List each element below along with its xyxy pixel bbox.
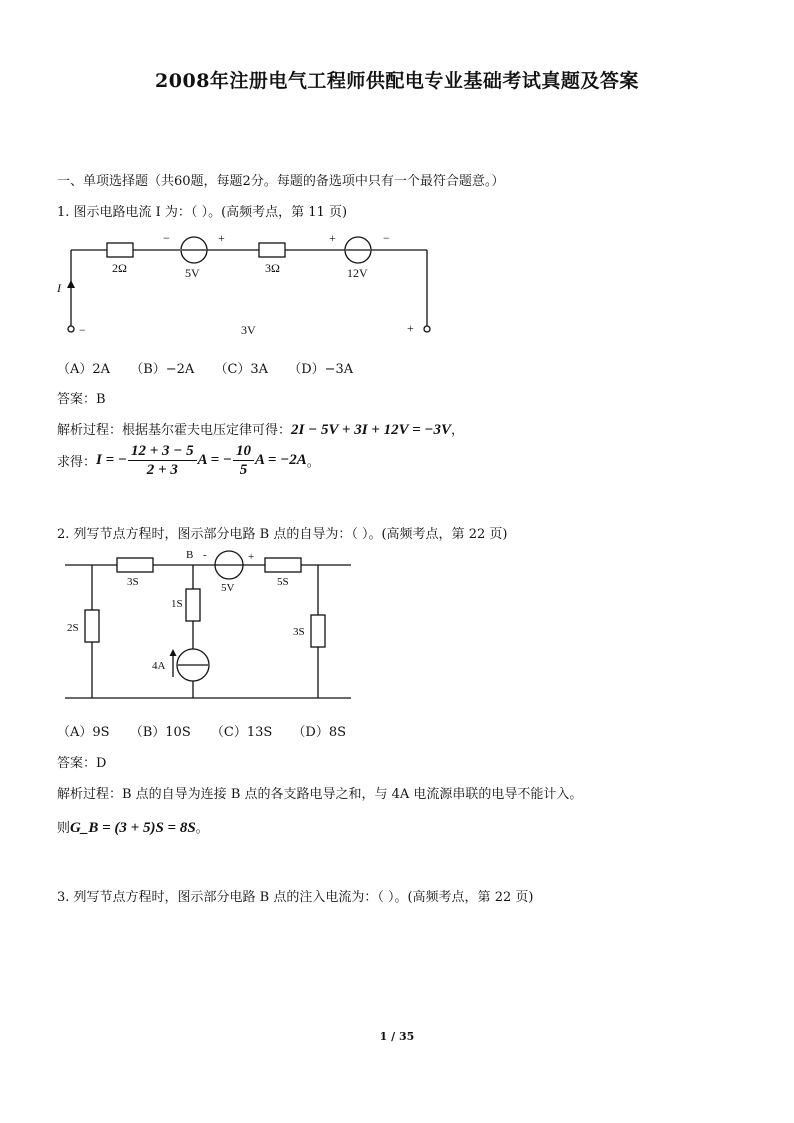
terminal-right [424,326,430,332]
resistor-3s-top [117,558,153,572]
label-3s-top: 3S [127,576,139,588]
resistor-3s-right [311,615,325,647]
current-arrow-icon [67,280,75,288]
analysis-end: ， [450,423,464,438]
label-2ohm: 2Ω [112,261,127,275]
current-direction-arrow-icon [170,649,177,656]
label-4a: 4A [152,660,166,672]
result-label: 则 [57,821,71,836]
question-2-result [57,817,209,837]
resistor-1s [186,589,200,621]
fraction-2-numerator: 10 [233,442,254,461]
label-5s: 5S [277,576,289,588]
sign-plus-q2: + [248,551,255,563]
sign-plus-12v: + [329,231,336,245]
terminal-left [68,326,74,332]
fraction-1-denominator: 2 + 3 [146,462,178,478]
solve-mid: A = − [197,452,232,468]
label-3v: 3V [241,323,256,337]
question-2-options [57,721,346,740]
resistor-2s [85,610,99,642]
option-c[interactable]: （C）3A [214,362,269,377]
document-title: 2008年注册电气工程师供配电专业基础考试真题及答案 [155,70,639,92]
question-1-circuit-diagram [55,222,445,342]
sign-minus-5v: − [163,231,170,245]
option-d[interactable]: （D）8S [292,725,347,740]
fraction-1 [128,442,197,479]
label-5v: 5V [185,266,200,280]
analysis-label: 解析过程：根据基尔霍夫电压定律可得： [57,423,292,438]
resistor-3ohm [259,243,285,257]
section-heading: 一、单项选择题（共60题，每题2分。每题的备选项中只有一个最符合题意。） [57,174,505,189]
option-b[interactable]: （B）−2A [130,362,195,377]
sign-minus-12v: − [383,231,390,245]
question-1-solution [57,442,320,479]
label-2s: 2S [67,622,79,634]
option-a[interactable]: （A）9S [57,725,110,740]
resistor-2ohm [107,243,133,257]
node-b-label: B [186,549,194,561]
question-1-analysis [57,419,464,439]
fraction-2 [233,442,254,479]
terminal-left-sign: − [79,323,86,337]
sign-plus-5v: + [218,231,225,245]
label-3s-right: 3S [293,626,305,638]
conductance-equation: G_B = (3 + 5)S = 8S [70,820,196,836]
option-c[interactable]: （C）13S [210,725,273,740]
question-2-analysis: 解析过程：B 点的自导为连接 B 点的各支路电导之和，与 4A 电流源串联的电导不能计入。 [57,787,583,802]
solve-lhs: I = − [96,452,127,468]
label-1s: 1S [171,598,183,610]
solve-label: 求得： [57,455,97,470]
question-1-text: 1. 图示电路电流 I 为：（ ）。(高频考点，第 11 页) [57,205,348,220]
label-current-i: I [57,281,61,295]
terminal-right-sign: + [407,321,414,335]
label-5v-q2: 5V [221,582,235,594]
question-1-answer: 答案：B [57,392,106,407]
resistor-5s [265,558,301,572]
question-1-options [57,358,353,377]
label-12v: 12V [347,266,368,280]
question-2-answer: 答案：D [57,756,107,771]
option-d[interactable]: （D）−3A [288,362,354,377]
question-2-text: 2. 列写节点方程时，图示部分电路 B 点的自导为：（ ）。(高频考点，第 22 页) [57,527,508,542]
page-number: 1 / 35 [379,1030,415,1043]
fraction-2-denominator: 5 [239,462,248,478]
sign-minus-q2: - [203,549,207,561]
fraction-1-numerator: 12 + 3 − 5 [128,442,197,461]
option-a[interactable]: （A）2A [57,362,111,377]
solve-result: A = −2A [254,452,307,468]
question-3-text: 3. 列写节点方程时，图示部分电路 B 点的注入电流为：（ ）。(高频考点，第 22 页) [57,890,534,905]
solve-end: 。 [306,455,320,470]
kvl-equation: 2I − 5V + 3I + 12V = −3V [291,422,451,438]
question-2-circuit-diagram [55,545,355,705]
label-3ohm: 3Ω [265,261,280,275]
option-b[interactable]: （B）10S [129,725,191,740]
result-end: 。 [195,821,209,836]
